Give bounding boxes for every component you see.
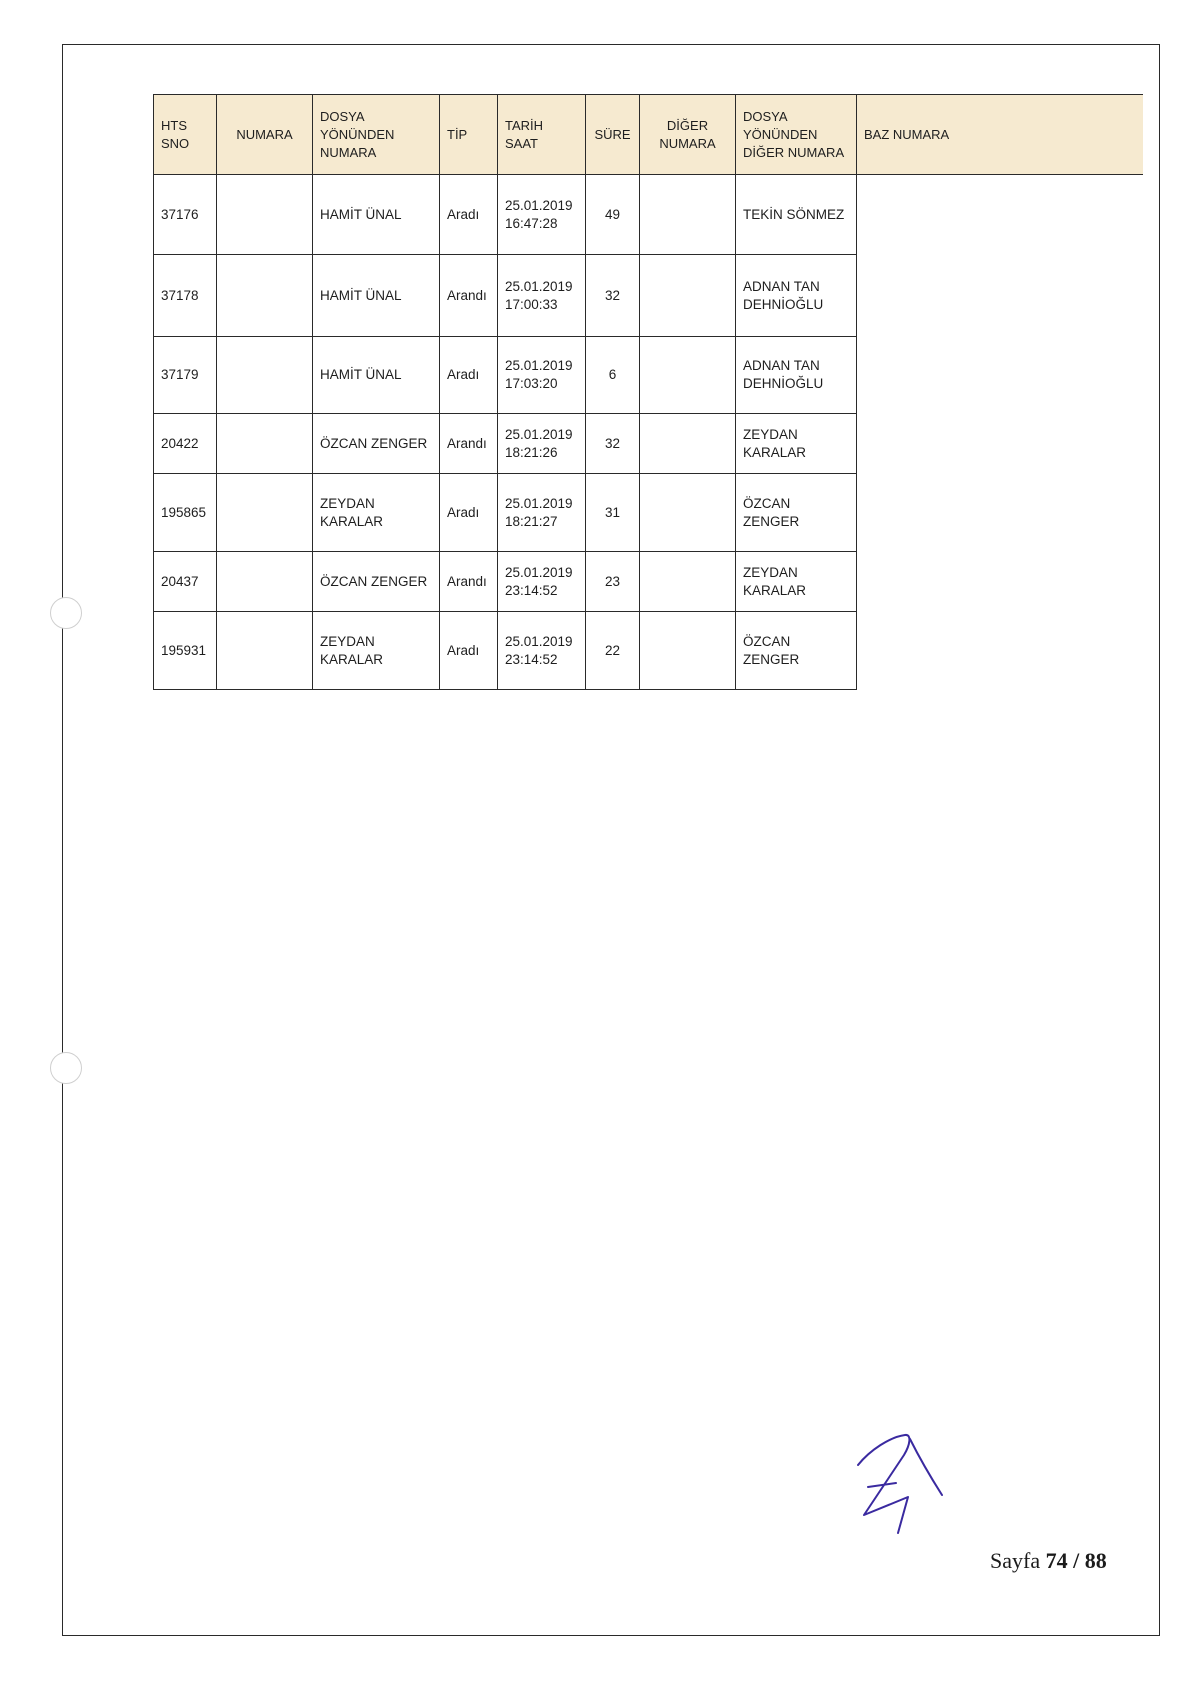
cell-sure: 31 [586, 474, 640, 552]
cell-tip: Aradı [440, 474, 498, 552]
cell-hts-sno: 195865 [154, 474, 217, 552]
cell-diger-numara [640, 414, 736, 474]
cell-dosya-diger-numara: ÖZCAN ZENGER [736, 612, 857, 690]
cell-dosya-numara: HAMİT ÜNAL [313, 337, 440, 414]
cell-numara [217, 414, 313, 474]
cell-tarih-saat [498, 612, 586, 690]
cell-numara [217, 612, 313, 690]
cell-dosya-diger-numara: ADNAN TAN DEHNİOĞLU [736, 337, 857, 414]
cell-sure: 6 [586, 337, 640, 414]
cell-baz-numara [857, 552, 1143, 612]
cell-tarih-saat [498, 414, 586, 474]
cell-tip: Aradı [440, 337, 498, 414]
cell-dosya-diger-numara: ÖZCAN ZENGER [736, 474, 857, 552]
signature-stroke [868, 1439, 942, 1495]
page-number [990, 1548, 1107, 1574]
cell-dosya-diger-numara: ZEYDAN KARALAR [736, 552, 857, 612]
header-tip: TİP [440, 95, 498, 175]
cell-dosya-diger-numara: ADNAN TAN DEHNİOĞLU [736, 255, 857, 337]
cell-hts-sno: 37179 [154, 337, 217, 414]
table-row [154, 474, 1143, 552]
page-prefix: Sayfa [990, 1548, 1041, 1573]
cell-numara [217, 474, 313, 552]
cell-tip: Arandı [440, 552, 498, 612]
cell-hts-sno: 20437 [154, 552, 217, 612]
cell-hts-sno: 195931 [154, 612, 217, 690]
cell-dosya-diger-numara: ZEYDAN KARALAR [736, 414, 857, 474]
cell-tarih: 25.01.2019 [505, 633, 573, 649]
table-row [154, 175, 1143, 255]
total-pages: 88 [1084, 1548, 1107, 1573]
cell-diger-numara [640, 175, 736, 255]
cell-hts-sno: 37176 [154, 175, 217, 255]
cell-dosya-numara: HAMİT ÜNAL [313, 175, 440, 255]
punch-hole-bottom [50, 1052, 82, 1084]
table-row [154, 552, 1143, 612]
cell-numara [217, 175, 313, 255]
cell-dosya-numara: ÖZCAN ZENGER [313, 552, 440, 612]
cell-tip: Aradı [440, 612, 498, 690]
cell-diger-numara [640, 552, 736, 612]
header-sure: SÜRE [586, 95, 640, 175]
table-row [154, 414, 1143, 474]
cell-tarih-saat [498, 255, 586, 337]
cell-saat: 23:14:52 [505, 582, 558, 598]
header-dosya-yonunden-numara: DOSYA YÖNÜNDEN NUMARA [313, 95, 440, 175]
cell-sure: 49 [586, 175, 640, 255]
cell-saat: 17:00:33 [505, 296, 558, 312]
handwritten-signature [850, 1425, 965, 1545]
cell-tarih: 25.01.2019 [505, 197, 573, 213]
header-dosya-yonunden-diger-numara: DOSYA YÖNÜNDEN DİĞER NUMARA [736, 95, 857, 175]
cell-tip: Aradı [440, 175, 498, 255]
cell-tarih: 25.01.2019 [505, 358, 573, 373]
cell-tip: Arandı [440, 414, 498, 474]
cell-tarih: 25.01.2019 [505, 278, 573, 294]
cell-tarih: 25.01.2019 [505, 426, 573, 442]
cell-diger-numara [640, 612, 736, 690]
header-numara: NUMARA [217, 95, 313, 175]
cell-numara [217, 337, 313, 414]
current-page: 74 [1045, 1548, 1068, 1573]
cell-sure: 23 [586, 552, 640, 612]
cell-saat: 23:14:52 [505, 651, 558, 667]
cell-baz-numara [857, 255, 1143, 337]
cell-baz-numara [857, 474, 1143, 552]
cell-saat: 17:03:20 [505, 376, 558, 391]
cell-baz-numara [857, 612, 1143, 690]
cell-sure: 32 [586, 414, 640, 474]
cell-saat: 18:21:26 [505, 444, 558, 460]
cell-diger-numara [640, 337, 736, 414]
cell-tarih-saat [498, 552, 586, 612]
cell-dosya-numara: HAMİT ÜNAL [313, 255, 440, 337]
cell-tarih-saat [498, 175, 586, 255]
header-tarih-saat: TARİH SAAT [498, 95, 586, 175]
cell-dosya-numara: ZEYDAN KARALAR [313, 612, 440, 690]
cell-tarih: 25.01.2019 [505, 495, 573, 511]
cell-dosya-numara: ZEYDAN KARALAR [313, 474, 440, 552]
table-row [154, 612, 1143, 690]
table-row [154, 337, 1143, 414]
cell-hts-sno: 37178 [154, 255, 217, 337]
cell-baz-numara [857, 175, 1143, 255]
header-diger-numara: DİĞER NUMARA [640, 95, 736, 175]
cell-baz-numara [857, 414, 1143, 474]
cell-tip: Arandı [440, 255, 498, 337]
cell-dosya-numara: ÖZCAN ZENGER [313, 414, 440, 474]
cell-baz-numara [857, 337, 1143, 414]
cell-tarih-saat [498, 474, 586, 552]
cell-sure: 32 [586, 255, 640, 337]
cell-saat: 16:47:28 [505, 215, 558, 231]
cell-saat: 18:21:27 [505, 513, 558, 529]
header-baz-numara: BAZ NUMARA [857, 95, 1143, 175]
table-row [154, 255, 1143, 337]
page-separator: / [1073, 1548, 1080, 1573]
cell-dosya-diger-numara: TEKİN SÖNMEZ [736, 175, 857, 255]
cell-diger-numara [640, 255, 736, 337]
punch-hole-top [50, 597, 82, 629]
cell-tarih: 25.01.2019 [505, 564, 573, 580]
cell-sure: 22 [586, 612, 640, 690]
cell-tarih-saat [498, 337, 586, 414]
header-hts-sno: HTS SNO [154, 95, 217, 175]
cell-numara [217, 552, 313, 612]
table-header-row [154, 95, 1143, 175]
cell-diger-numara [640, 474, 736, 552]
cell-numara [217, 255, 313, 337]
hts-table [153, 94, 1143, 690]
cell-hts-sno: 20422 [154, 414, 217, 474]
